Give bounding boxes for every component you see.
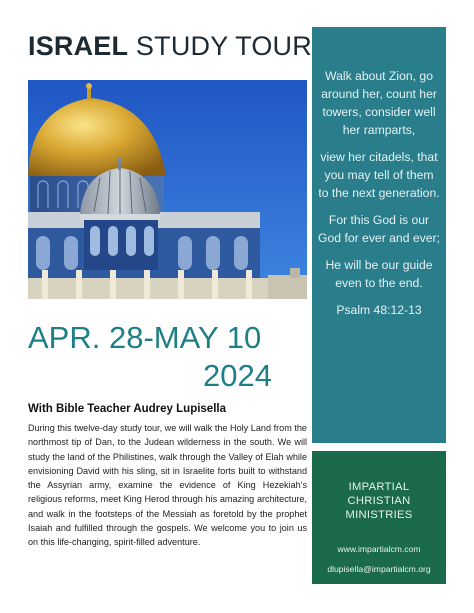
ministry-panel [312, 451, 446, 584]
tour-description: During this twelve-day study tour, we will walk the Holy Land from the northmost tip of Dan, to the Judean wilderness in the south. We will study the land of the Philistines, walk through the Valley of Elah while envisioning David with his sling, sit in Israelite forts built to withstand the Assyrian army, examine the evidence of King Hezekiah's religious reforms, meet King Herod through his amazing architecture, and walk in the footsteps of the Messiah as foretold by the prophet Isaiah and fulfilled through the gospels. We welcome you to join us on this life-changing, spirit-filled adventure. [28, 423, 307, 548]
ministry-email-link[interactable]: dlupisella@impartialcm.org [327, 564, 431, 574]
verse-paragraph: Walk about Zion, go around her, count her towers, consider well her ramparts, [321, 69, 437, 137]
ministry-website-link[interactable]: www.impartialcm.com [337, 544, 421, 554]
ministry-name [312, 480, 446, 522]
verse-paragraph: view her citadels, that you may tell of them to the next generation. [318, 150, 440, 200]
date-range: APR. 28-MAY 10 [28, 320, 262, 355]
ministry-name-line: MINISTRIES [345, 509, 413, 521]
dome-of-the-rock-photo [28, 80, 307, 299]
page-title [28, 30, 318, 62]
title-bold: ISRAEL [28, 31, 129, 61]
scripture-text [312, 67, 446, 328]
scripture-panel [312, 27, 446, 443]
tour-dates [28, 319, 288, 395]
ministry-name-line: IMPARTIAL [348, 481, 410, 493]
verse-paragraph: For this God is our God for ever and ever; [318, 213, 440, 245]
title-rest: STUDY TOUR [128, 31, 312, 61]
verse-paragraph: He will be our guide even to the end. [325, 258, 433, 290]
verse-reference: Psalm 48:12-13 [336, 303, 422, 317]
date-year: 2024 [203, 358, 272, 393]
dome-illustration [28, 80, 307, 299]
teacher-heading: With Bible Teacher Audrey Lupisella [28, 403, 226, 415]
ministry-name-line: CHRISTIAN [347, 495, 411, 507]
